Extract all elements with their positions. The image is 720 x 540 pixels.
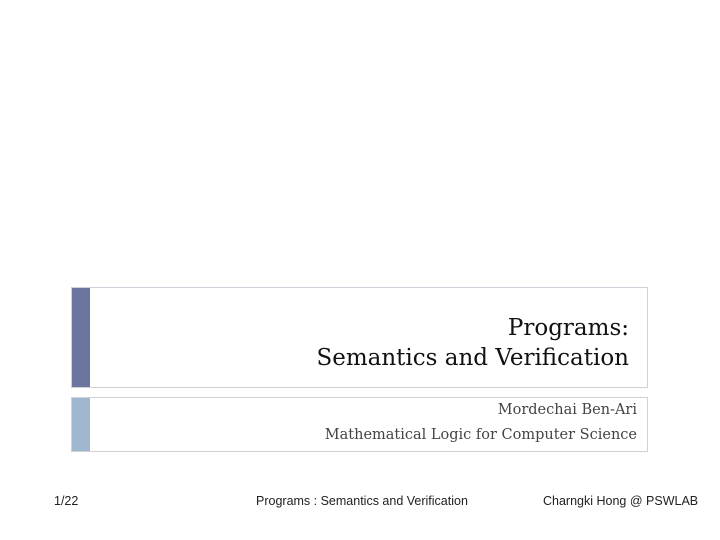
slide-subtitle (325, 398, 637, 448)
title-line-2: Semantics and Verification (316, 345, 629, 371)
subtitle-placeholder (71, 397, 648, 452)
footer-title: Programs : Semantics and Verification (256, 494, 468, 508)
page-number: 1/22 (54, 494, 79, 508)
subtitle-accent-bar (72, 398, 90, 451)
footer-author: Charngki Hong @ PSWLAB (543, 494, 699, 508)
book-title: Mathematical Logic for Computer Science (324, 427, 637, 443)
title-line-1: Programs: (507, 315, 629, 341)
slide-title (316, 313, 629, 373)
author: Mordechai Ben-Ari (497, 402, 637, 418)
title-placeholder (71, 287, 648, 388)
title-accent-bar (72, 288, 90, 387)
